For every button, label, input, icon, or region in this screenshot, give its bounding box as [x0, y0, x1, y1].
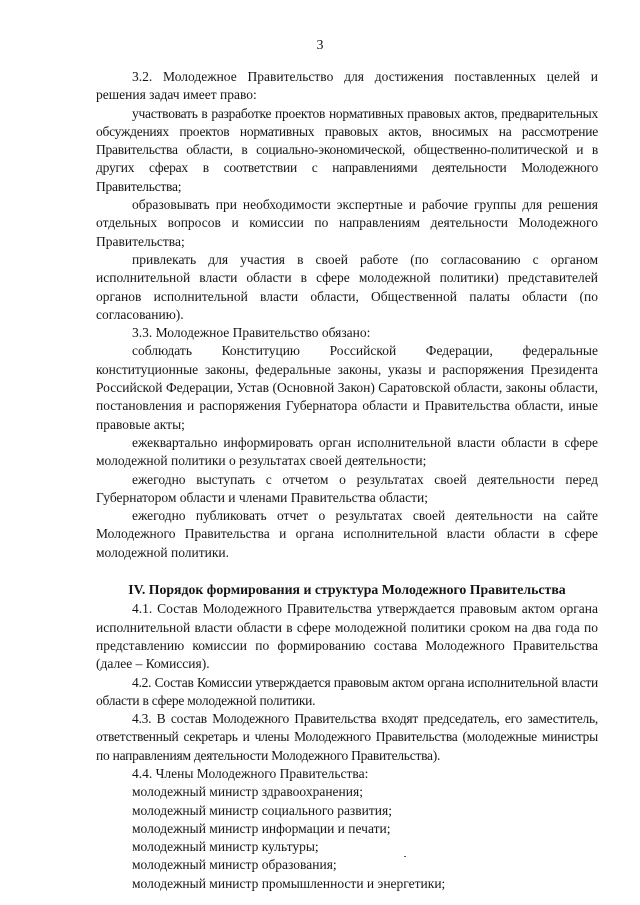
- paragraph-right-form-groups: образовывать при необходимости экспертные и рабочие группы для решения отдельных вопросов и комиссии по направлениям деятельности Молодежного Правительства;: [96, 197, 598, 249]
- paragraph-4-4: 4.4. Члены Молодежного Правительства:: [132, 765, 369, 781]
- paragraph-4-1: 4.1. Состав Молодежного Правительства утверждается правовым актом органа исполнительной власти области в сфере молодежной политики сроком на два года по представлению комиссии по формированию состава Молодежного Правительства (далее – Комиссия).: [96, 601, 598, 672]
- paragraph-duty-inform: ежеквартально информировать орган исполнительной власти области в сфере молодежной политики о результатах своей деятельности;: [96, 434, 598, 469]
- section-heading: IV. Порядок формирования и структура Молодежного Правительства: [128, 582, 566, 598]
- page-number: 3: [316, 38, 324, 53]
- paragraph-3-2: 3.2. Молодежное Правительство для достижения поставленных целей и решения задач имеет право:: [96, 69, 598, 103]
- list-item: молодежный министр образования;: [132, 857, 337, 873]
- paragraph-4-2: 4.2. Состав Комиссии утверждается правовым актом органа исполнительной власти области в сфере молодежной политики.: [96, 674, 598, 708]
- paragraph-duty-publish: ежегодно публиковать отчет о результатах своей деятельности на сайте Молодежного Правительства и органа исполнительной власти области в сфере молодежной политики.: [96, 508, 598, 560]
- paragraph-duty-comply: соблюдать Конституцию Российской Федерации, федеральные конституционные законы, федеральные законы, указы и распоряжения Президента Российской Федерации, Устав (Основной Закон) Саратовской области, законы области, постановления и распоряжения Губернатора области и Правительства области, иные правовые акты;: [96, 343, 598, 432]
- list-item: молодежный министр культуры;: [132, 839, 319, 855]
- list-item: молодежный министр здравоохранения;: [132, 784, 363, 800]
- paragraph-3-3: 3.3. Молодежное Правительство обязано:: [132, 325, 371, 341]
- paragraph-duty-report: ежегодно выступать с отчетом о результатах своей деятельности перед Губернатором области и членами Правительства области;: [96, 471, 598, 505]
- list-item: молодежный министр промышленности и энергетики;: [132, 875, 446, 891]
- paragraph-4-3: 4.3. В состав Молодежного Правительства входят председатель, его заместитель, ответственный секретарь и члены Молодежного Правительства (молодежные министры по направлениям деятельности Молодежного Правительства).: [96, 711, 598, 763]
- list-item: молодежный министр социального развития;: [132, 802, 392, 818]
- document-body: [96, 68, 598, 893]
- paragraph-right-involve: привлекать для участия в своей работе (по согласованию с органом исполнительной власти области в сфере молодежной политики) представителей органов исполнительной власти области, Общественной палаты области (по согласованию).: [96, 251, 598, 322]
- list-item: молодежный министр информации и печати;: [132, 820, 391, 836]
- scan-artifact: [404, 856, 406, 857]
- paragraph-right-participate: участвовать в разработке проектов нормативных правовых актов, предварительных обсуждениях проектов нормативных правовых актов, вносимых на рассмотрение Правительства области, в социально-экономической, общественно-политической и в других сферах в соответствии с направлениями деятельности Молодежного Правительства;: [96, 105, 598, 194]
